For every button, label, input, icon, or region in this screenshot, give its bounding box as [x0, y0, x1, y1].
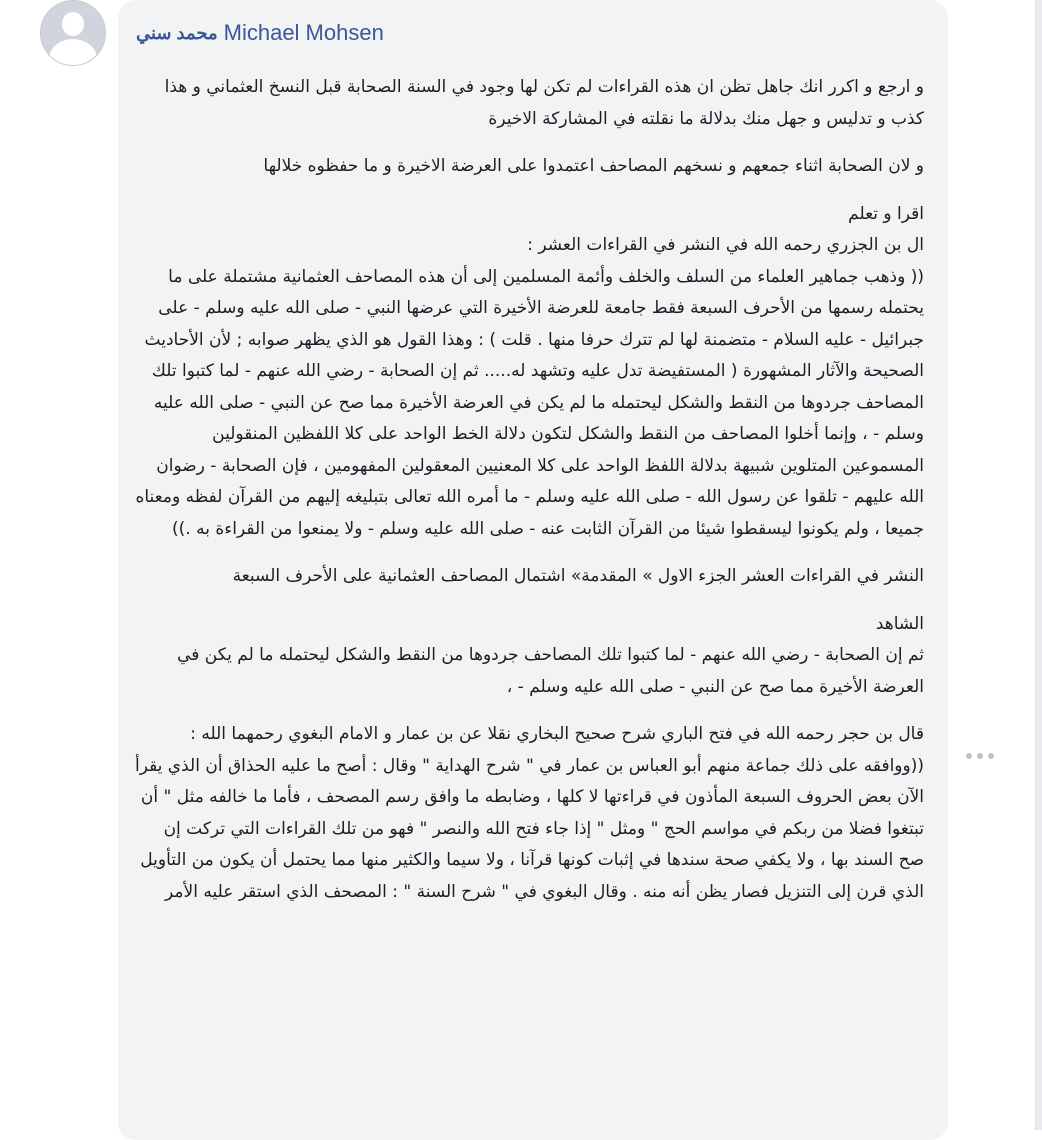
- more-options-icon[interactable]: [966, 748, 994, 764]
- avatar-body: [49, 39, 97, 66]
- comment-paragraph: اقرا و تعلم ال بن الجزري رحمه الله في النشر في القراءات العشر : (( وذهب جماهير العلماء من السلف والخلف وأئمة المسلمين إلى أن هذه المصاحف العثمانية مشتملة على ما يحتمله رسمها من الأحرف السبعة فقط جامعة للعرضة الأخيرة التي عرضها النبي - صلى الله عليه وسلم - على جبرائيل - عليه السلام - متضمنة لها لم تترك حرفا منها . قلت ) : وهذا القول هو الذي يظهر صوابه ; لأن الأحاديث الصحيحة والآثار المشهورة ( المستفيضة تدل عليه وتشهد له..... ثم إن الصحابة - رضي الله عنهم - لما كتبوا تلك المصاحف جردوها من النقط والشكل ليحتمله ما لم يكن في العرضة الأخيرة مما صح عن النبي - صلى الله عليه وسلم - ، وإنما أخلوا المصاحف من النقط والشكل لتكون دلالة الخط الواحد على كلا اللفظين المنقولين المسموعين المتلوين شبيهة بدلالة اللفظ الواحد على كلا المعنيين المعقولين المفهومين ، فإن الصحابة - رضوان الله عليهم - تلقوا عن رسول الله - صلى الله عليه وسلم - ما أمره الله تعالى بتبليغه إليهم من القرآن لفظه ومعناه جميعا ، ولم يكونوا ليسقطوا شيئا من القرآن الثابت عنه - صلى الله عليه وسلم - ولا يمنعوا من القراءة به .)): [135, 203, 924, 539]
- avatar-head: [62, 12, 84, 36]
- comment-author[interactable]: [136, 18, 384, 48]
- comment-paragraph: قال بن حجر رحمه الله في فتح الباري شرح صحيح البخاري نقلا عن بن عمار و الامام البغوي رحمهما الله : ((ووافقه على ذلك جماعة منهم أبو العباس بن عمار في " شرح الهداية " وقال : أصح ما عليه الحذاق أن الذي يقرأ الآن بعض الحروف السبعة المأذون في قراءتها لا كلها ، وضابطه ما وافق رسم المصحف ، فأما ما خالفه مثل " أن تبتغوا فضلا من ربكم في مواسم الحج " ومثل " إذا جاء فتح الله والنصر " فهو من تلك القراءات التي تركت إن صح السند بها ، ولا يكفي صحة سندها في إثبات كونها قرآنا ، ولا سيما والكثير منها مما يحتمل أن يكون من التأويل الذي قرن إلى التنزيل فصار يظن أنه منه . وقال البغوي في " شرح السنة " : المصحف الذي استقر عليه الأمر: [134, 724, 924, 902]
- dot: [966, 753, 972, 759]
- comment-paragraph: و ارجع و اكرر انك جاهل تظن ان هذه القراءات لم تكن لها وجود في السنة الصحابة قبل النسخ العثماني و هذا كذب و تدليس و جهل منك بدلالة ما نقلته في المشاركة الاخيرة: [164, 77, 924, 129]
- comment-paragraph: الشاهد ثم إن الصحابة - رضي الله عنهم - لما كتبوا تلك المصاحف جردوها من النقط والشكل ليحتمله ما لم يكن في العرضة الأخيرة مما صح عن النبي - صلى الله عليه وسلم - ،: [177, 613, 924, 697]
- comment-paragraph: و لان الصحابة اثناء جمعهم و نسخهم المصاحف اعتمدوا على العرضة الاخيرة و ما حفظوه خلالها: [263, 156, 924, 176]
- author-name-latin[interactable]: Michael Mohsen: [223, 20, 384, 45]
- dot: [977, 753, 983, 759]
- page-right-edge: [1035, 0, 1042, 1130]
- profile-avatar-icon[interactable]: [40, 0, 106, 66]
- dot: [988, 753, 994, 759]
- author-name-arabic[interactable]: محمد سني: [136, 22, 218, 43]
- comment-paragraph: النشر في القراءات العشر الجزء الاول » المقدمة» اشتمال المصاحف العثمانية على الأحرف السبعة: [232, 566, 924, 586]
- comment-body: [134, 72, 924, 924]
